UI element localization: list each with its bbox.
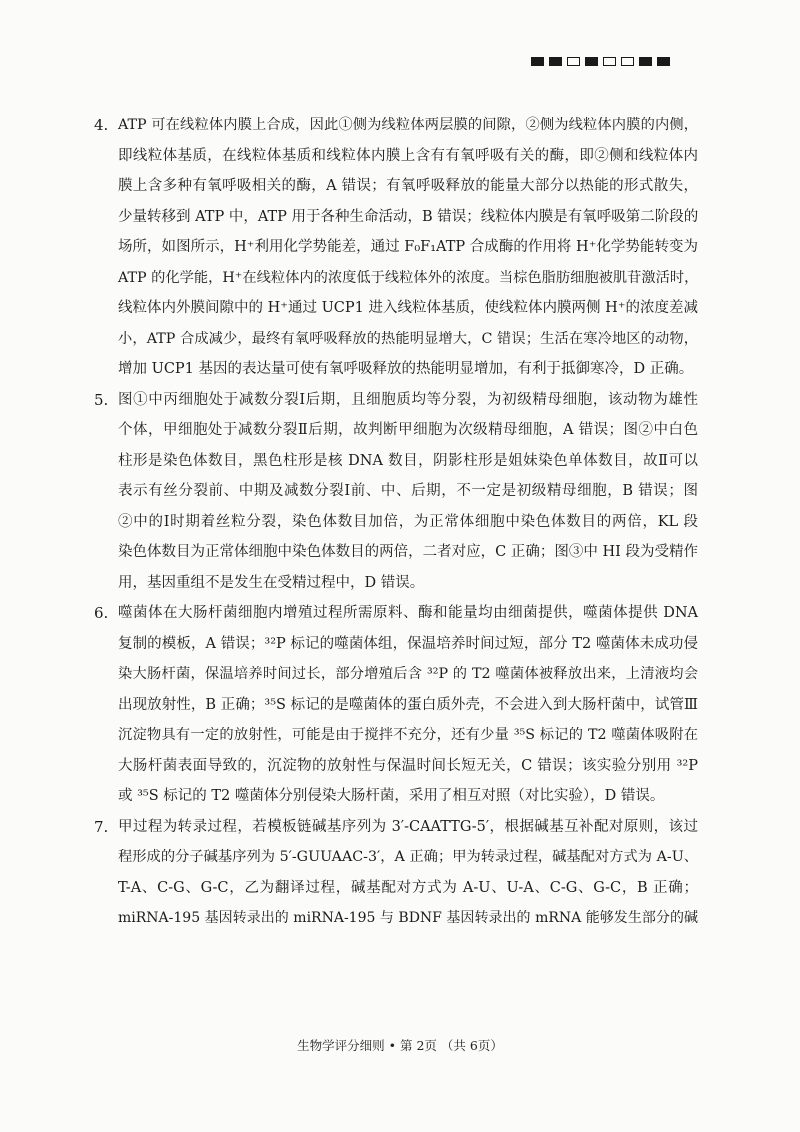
answer-item [94, 385, 698, 599]
text-line: 沉淀物具有一定的放射性，可能是由于搅拌不充分，还有少量 ³⁵S 标记的 T2 噬菌体吸附在 [118, 727, 698, 743]
page-footer: 生物学评分细则 • 第 2页 （共 6页） [297, 1038, 503, 1053]
text-line: ②中的Ⅰ时期着丝粒分裂，染色体数目加倍，为正常体细胞中染色体数目的两倍，KL 段 [118, 513, 698, 530]
header-mark-filled [585, 57, 598, 66]
text-line: 染大肠杆菌，保温培养时间过长，部分增殖后含 ³²P 的 T2 噬菌体被释放出来，上清液均会 [118, 666, 698, 682]
text-line: miRNA-195 基因转录出的 miRNA-195 与 BDNF 基因转录出的 mRNA 能够发生部分的碱 [118, 910, 698, 926]
text-line: 图①中丙细胞处于减数分裂Ⅰ后期，且细胞质均等分裂，为初级精母细胞，该动物为雄性 [118, 391, 698, 408]
header-mark-empty [567, 57, 580, 66]
text-line: 复制的模板，A 错误；³²P 标记的噬菌体组，保温培养时间过短，部分 T2 噬菌体未成功侵 [118, 635, 698, 652]
text-line: 线粒体内外膜间隙中的 H⁺通过 UCP1 进入线粒体基质，使线粒体内膜两侧 H⁺的浓度差减 [118, 300, 698, 316]
text-line: ATP 可在线粒体内膜上合成，因此①侧为线粒体两层膜的间隙，②侧为线粒体内膜的内侧， [118, 117, 698, 133]
text-line: 大肠杆菌表面导致的，沉淀物的放射性与保温时间长短无关，C 错误；该实验分别用 ³²P [118, 757, 698, 774]
item-number: 6. [94, 604, 109, 622]
text-line: 表示有丝分裂前、中期及减数分裂Ⅰ前、中、后期，不一定是初级精母细胞，B 错误；图 [118, 483, 698, 499]
header-mark-filled [531, 57, 544, 66]
text-line: 增加 UCP1 基因的表达量可使有氧呼吸释放的热能明显增加，有利于抵御寒冷，D 正确。 [118, 361, 694, 377]
text-line: 柱形是染色体数目，黑色柱形是核 DNA 数目，阴影柱形是姐妹染色单体数目，故Ⅱ可以 [118, 452, 698, 469]
text-line: 即线粒体基质，在线粒体基质和线粒体内膜上含有有氧呼吸有关的酶，即②侧和线粒体内 [118, 147, 698, 164]
header-mark-empty [603, 57, 616, 66]
text-line: 或 ³⁵S 标记的 T2 噬菌体分别侵染大肠杆菌，采用了相互对照（对比实验），D 错误。 [118, 788, 665, 804]
text-line: 程形成的分子碱基序列为 5′-GUUAAC-3′，A 正确；甲为转录过程，碱基配对方式为 A-U、 [118, 849, 698, 865]
text-line: T-A、C-G、G-C，乙为翻译过程，碱基配对方式为 A-U、U-A、C-G、G-C，B 正确； [118, 879, 698, 896]
answer-item [94, 812, 698, 934]
text-line: 个体，甲细胞处于减数分裂Ⅱ后期，故判断甲细胞为次级精母细胞，A 错误；图②中白色 [118, 422, 698, 438]
item-number: 7. [94, 817, 109, 836]
answer-explanations [94, 110, 699, 934]
text-line: 染色体数目为正常体细胞中染色体数目的两倍，二者对应，C 正确；图③中 HI 段为受精作 [118, 544, 698, 560]
text-line: 少量转移到 ATP 中，ATP 用于各种生命活动，B 错误；线粒体内膜是有氧呼吸第二阶段的 [118, 208, 699, 225]
text-line: 膜上含多种有氧呼吸相关的酶，A 错误；有氧呼吸释放的能量大部分以热能的形式散失， [118, 178, 698, 194]
page-header-marks [531, 57, 670, 66]
header-mark-filled [657, 57, 670, 66]
text-line: 出现放射性，B 正确；³⁵S 标记的是噬菌体的蛋白质外壳，不会进入到大肠杆菌中，试管Ⅲ [118, 696, 698, 713]
text-line: 小，ATP 合成减少，最终有氧呼吸释放的热能明显增大，C 错误；生活在寒冷地区的动物， [118, 330, 698, 347]
item-number: 4. [94, 116, 109, 134]
text-line: 噬菌体在大肠杆菌细胞内增殖过程所需原料、酶和能量均由细菌提供，噬菌体提供 DNA [118, 605, 698, 621]
header-mark-empty [621, 57, 634, 66]
text-line: 用，基因重组不是发生在受精过程中，D 错误。 [118, 574, 425, 591]
text-line: 场所，如图所示，H⁺利用化学势能差，通过 F₀F₁ATP 合成酶的作用将 H⁺化学势能转变为 [118, 239, 698, 255]
answer-item [94, 598, 698, 812]
header-mark-filled [549, 57, 562, 66]
header-mark-filled [639, 57, 652, 66]
text-line: ATP 的化学能，H⁺在线粒体内的浓度低于线粒体外的浓度。当棕色脂肪细胞被肌苷激活时， [118, 269, 699, 286]
item-number: 5. [94, 390, 109, 409]
text-line: 甲过程为转录过程，若模板链碱基序列为 3′-CAATTG-5′，根据碱基互补配对原则，该过 [118, 818, 698, 835]
answer-item [94, 110, 699, 385]
